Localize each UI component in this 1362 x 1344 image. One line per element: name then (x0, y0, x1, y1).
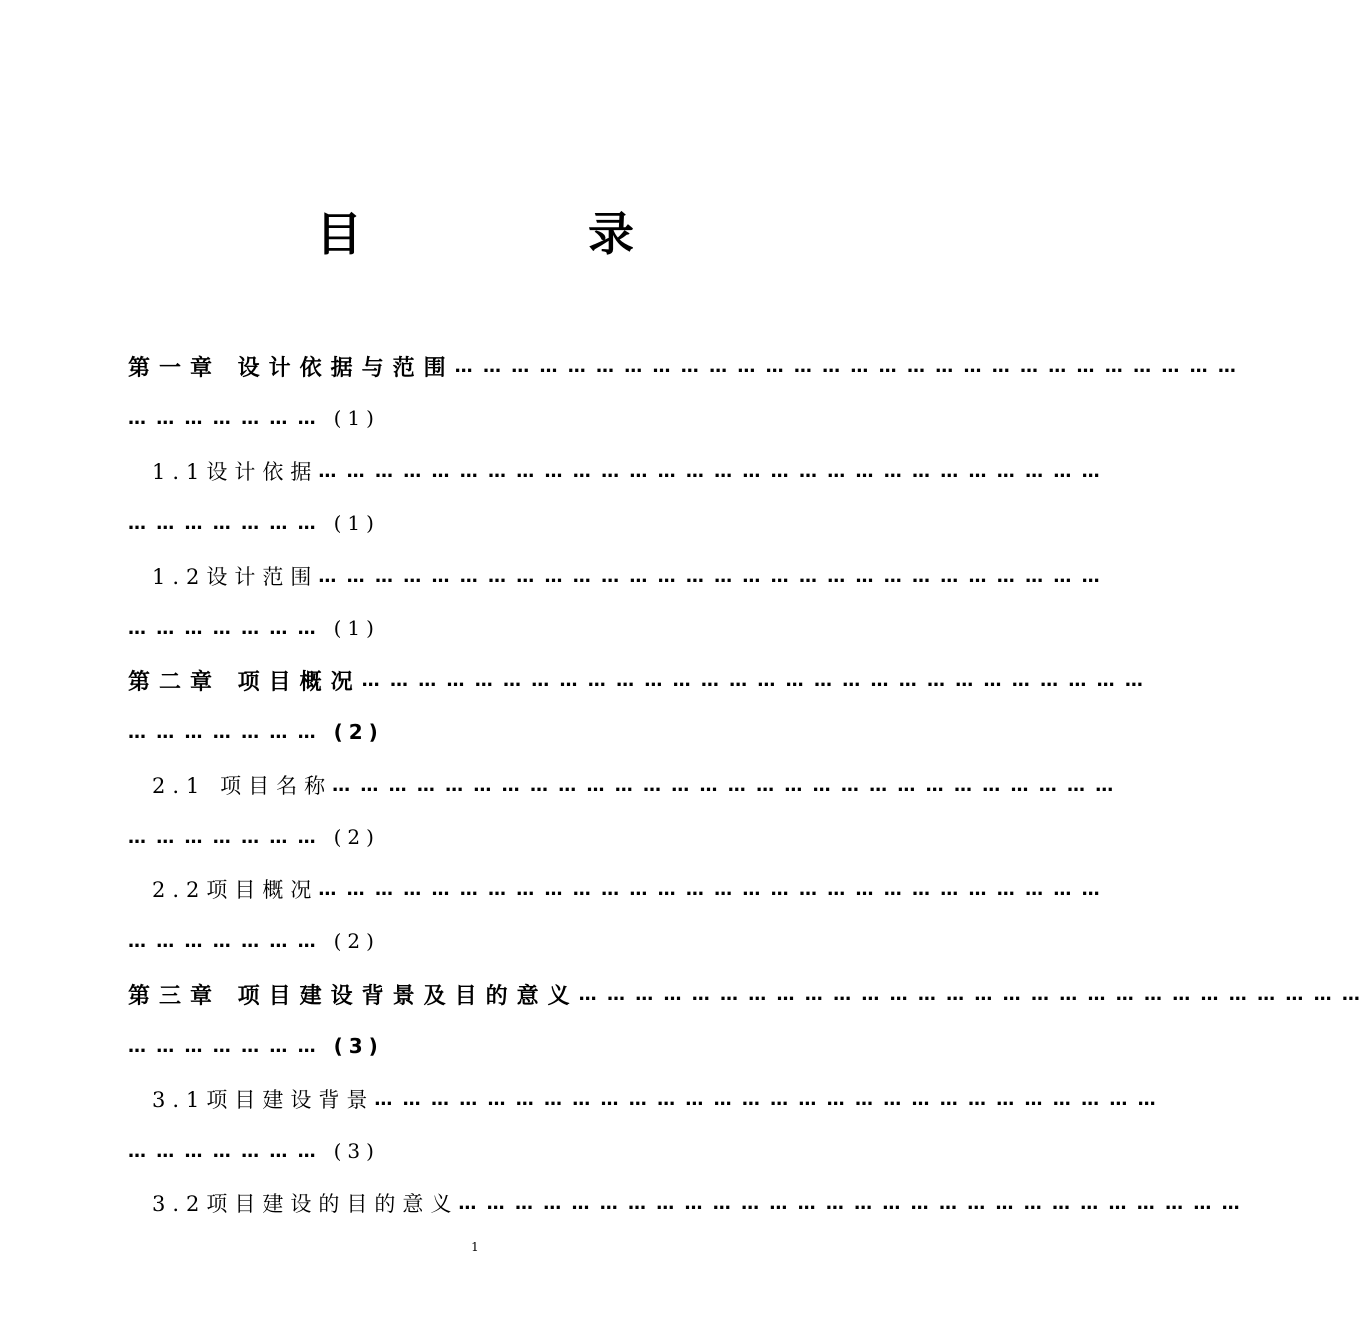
toc-leader: … … … … … … … … … … … … … … … … … … … … … … … … … … … … (318, 878, 1102, 900)
toc-entry-label: 3.1项目建设背景 (152, 1088, 375, 1112)
toc-leader: … … … … … … … (128, 930, 318, 952)
toc-entry-section-1-2-continuation (128, 608, 853, 648)
toc-entry-label: 1.1设计依据 (152, 460, 319, 484)
toc-entry-section-3-1[interactable] (128, 1079, 1158, 1119)
toc-entry-label: 2.2项目概况 (152, 878, 319, 902)
toc-leader: … … … … … … … (128, 1140, 318, 1162)
toc-page-ref: (3) (333, 1139, 380, 1163)
toc-leader: … … … … … … … … … … … … … … … … … … … … … … … … … … … … (318, 460, 1102, 482)
toc-page-ref: (1) (333, 616, 380, 640)
toc-leader: … … … … … … … (128, 407, 318, 429)
toc-entry-label: 3.2项目建设的目的意义 (152, 1192, 459, 1216)
toc-entry-section-1-1[interactable] (128, 451, 1102, 491)
toc-entry-chapter-2[interactable] (128, 660, 1145, 700)
toc-leader: … … … … … … … … … … … … … … … … … … … … … … … … … … … … (454, 355, 1238, 377)
toc-entry-section-3-2[interactable] (128, 1183, 1242, 1223)
toc-leader: … … … … … … … (128, 512, 318, 534)
toc-leader: … … … … … … … … … … … … … … … … … … … … … … … … … … … … (578, 983, 1362, 1005)
toc-leader: … … … … … … … (128, 1035, 318, 1057)
toc-page-ref: (1) (333, 406, 380, 430)
toc-leader: … … … … … … … … … … … … … … … … … … … … … … … … … … … … (318, 565, 1102, 587)
toc-entry-chapter-3[interactable] (128, 974, 1362, 1014)
toc-page-ref: (1) (333, 511, 380, 535)
toc-entry-section-2-2[interactable] (128, 869, 1102, 909)
toc-page-ref: (2) (333, 825, 380, 849)
toc-leader: … … … … … … … (128, 826, 318, 848)
toc-page-ref: (3) (333, 1034, 384, 1058)
toc-entry-chapter-3-continuation (128, 1026, 853, 1066)
toc-leader: … … … … … … … … … … … … … … … … … … … … … … … … … … … … (458, 1192, 1242, 1214)
page-number: 1 (471, 1240, 479, 1254)
toc-entry-section-2-1[interactable] (128, 765, 1116, 805)
toc-entry-section-1-2[interactable] (128, 556, 1102, 596)
toc-entry-label: 第三章 项目建设背景及目的意义 (128, 983, 579, 1009)
toc-page-ref: (2) (333, 720, 384, 744)
toc-entry-chapter-2-continuation (128, 712, 853, 752)
toc-entry-label: 第一章 设计依据与范围 (128, 355, 455, 381)
toc-entry-section-2-1-continuation (128, 817, 853, 857)
toc-leader: … … … … … … … … … … … … … … … … … … … … … … … … … … … … (374, 1088, 1158, 1110)
toc-leader: … … … … … … … (128, 721, 318, 743)
toc-entry-chapter-1[interactable] (128, 346, 1238, 386)
toc-entry-label: 2.1 项目名称 (152, 774, 333, 798)
toc-entry-label: 第二章 项目概况 (128, 669, 362, 695)
toc-entry-chapter-1-continuation (128, 398, 853, 438)
toc-entry-section-1-1-continuation (128, 503, 853, 543)
toc-entry-section-3-1-continuation (128, 1131, 853, 1171)
toc-leader: … … … … … … … … … … … … … … … … … … … … … … … … … … … … (361, 669, 1145, 691)
toc-entry-section-2-2-continuation (128, 921, 853, 961)
toc-leader: … … … … … … … … … … … … … … … … … … … … … … … … … … … … (332, 774, 1116, 796)
toc-entry-label: 1.2设计范围 (152, 565, 319, 589)
toc-leader: … … … … … … … (128, 617, 318, 639)
toc-page-ref: (2) (333, 929, 380, 953)
toc-title: 目 录 (316, 207, 724, 261)
